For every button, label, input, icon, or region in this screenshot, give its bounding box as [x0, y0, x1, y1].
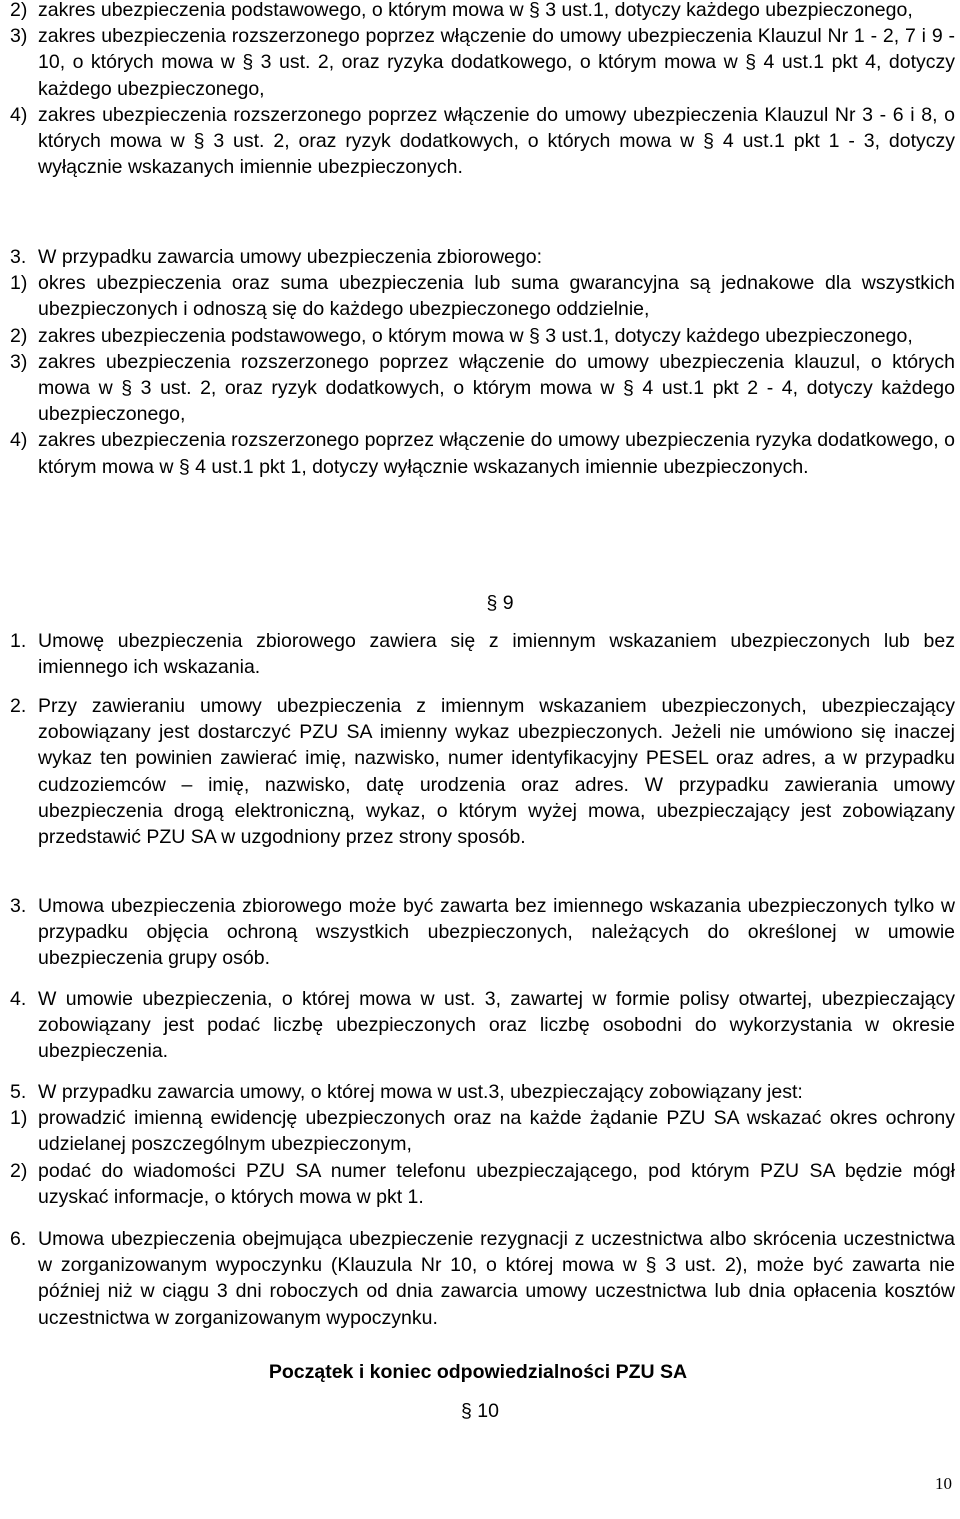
list-item: 2) podać do wiadomości PZU SA numer telefonu ubezpieczającego, pod którym PZU SA będzie mógł uzyskać informacje, o których mowa w pkt 1.	[10, 1159, 955, 1208]
list-item: 2. Przy zawieraniu umowy ubezpieczenia z imiennym wskazaniem ubezpieczonych, ubezpieczający zobowiązany jest dostarczyć PZU SA imienny wykaz ubezpieczonych. Jeżeli nie umówiono się inaczej wykaz ten powinien zawierać imię, nazwisko, numer identyfikacyjny PESEL oraz adres, a w przypadku cudzoziemców – imię, nazwisko, datę urodzenia oraz adres. W przypadku zawierania umowy ubezpieczenia drogą elektroniczną, wykaz, o którym wyżej mowa, ubezpieczający jest zobowiązany przedstawić PZU SA w uzgodniony przez strony sposób.	[10, 695, 955, 849]
section-title: Początek i koniec odpowiedzialności PZU SA	[268, 1361, 688, 1383]
section-9-point-4	[10, 986, 955, 1065]
list-item: 1. Umowę ubezpieczenia zbiorowego zawiera się z imiennym wskazaniem ubezpieczonych lub bez imiennego ich wskazania.	[10, 630, 955, 679]
list-item: 4) zakres ubezpieczenia rozszerzonego poprzez włączenie do umowy ubezpieczenia Klauzul Nr 3 - 6 i 8, o których mowa w § 3 ust. 2, oraz ryzyk dodatkowych, o których mowa w § 4 ust.1 pkt 1 - 3, dotyczy wyłącznie wskazanych imiennie ubezpieczonych.	[10, 103, 955, 179]
list-item: 3. W przypadku zawarcia umowy ubezpieczenia zbiorowego:	[10, 246, 542, 268]
list-item: 4) zakres ubezpieczenia rozszerzonego poprzez włączenie do umowy ubezpieczenia ryzyka dodatkowego, o którym mowa w § 4 ust.1 pkt 1, dotyczy wyłącznie wskazanych imiennie ubezpieczonych.	[10, 429, 955, 478]
section-9-point-6	[10, 1226, 955, 1331]
list-item: 2) zakres ubezpieczenia podstawowego, o którym mowa w § 3 ust.1, dotyczy każdego ubezpieczonego,	[10, 324, 913, 347]
list-item: 3. Umowa ubezpieczenia zbiorowego może być zawarta bez imiennego wskazania ubezpieczonych tylko w przypadku objęcia ochroną wszystkich ubezpieczonych, należących do określonej w umowie ubezpieczenia grupy osób.	[10, 895, 955, 970]
section-9-point-2	[10, 693, 955, 850]
top-list	[10, 0, 955, 180]
section-10-heading: § 10	[461, 1400, 499, 1422]
section-9-point-3	[10, 893, 955, 972]
section-9-point-5	[10, 1079, 955, 1210]
list-item: 6. Umowa ubezpieczenia obejmująca ubezpieczenie rezygnacji z uczestnictwa albo skrócenia uczestnictwa w zorganizowanym wypoczynku (Klauzula Nr 10, o której mowa w § 3 ust. 2), może być zawarta nie później niż w ciągu 3 dni roboczych od dnia zawarcia umowy uczestnictwa lub dnia opłacenia kosztów uczestnictwa w zorganizowanym wypoczynku.	[10, 1228, 955, 1329]
list-item: 1) prowadzić imienną ewidencję ubezpieczonych oraz na każde żądanie PZU SA wskazać okres ochrony udzielanej poszczególnym ubezpieczonym,	[10, 1107, 955, 1156]
page-number: 10	[935, 1474, 952, 1493]
list-item: 5. W przypadku zawarcia umowy, o której mowa w ust.3, ubezpieczający zobowiązany jest:	[10, 1081, 803, 1103]
list-item: 3) zakres ubezpieczenia rozszerzonego poprzez włączenie do umowy ubezpieczenia klauzul, o których mowa w § 3 ust. 2, oraz ryzyk dodatkowych, o którym mowa w § 4 ust.1 pkt 2 - 4, dotyczy każdego ubezpieczonego,	[10, 350, 955, 426]
list-item: 2) zakres ubezpieczenia podstawowego, o którym mowa w § 3 ust.1, dotyczy każdego ubezpieczonego,	[10, 0, 913, 21]
section-9-heading: § 9	[486, 592, 514, 614]
list-item: 1) okres ubezpieczenia oraz suma ubezpieczenia lub suma gwarancyjna są jednakowe dla wszystkich ubezpieczonych i odnoszą się do każdego ubezpieczonego oddzielnie,	[10, 272, 955, 321]
list-item: 3) zakres ubezpieczenia rozszerzonego poprzez włączenie do umowy ubezpieczenia Klauzul Nr 1 - 2, 7 i 9 - 10, o których mowa w § 3 ust. 2, oraz ryzyka dodatkowego, o którym mowa w § 4 ust.1 pkt 4, dotyczy każdego ubezpieczonego,	[10, 25, 955, 100]
list-item: 4. W umowie ubezpieczenia, o której mowa w ust. 3, zawartej w formie polisy otwartej, ubezpieczający zobowiązany jest podać liczbę ubezpieczonych oraz liczbę osobodni do wykorzystania w okresie ubezpieczenia.	[10, 988, 955, 1063]
point-3	[10, 244, 955, 480]
section-9-point-1	[10, 628, 955, 680]
